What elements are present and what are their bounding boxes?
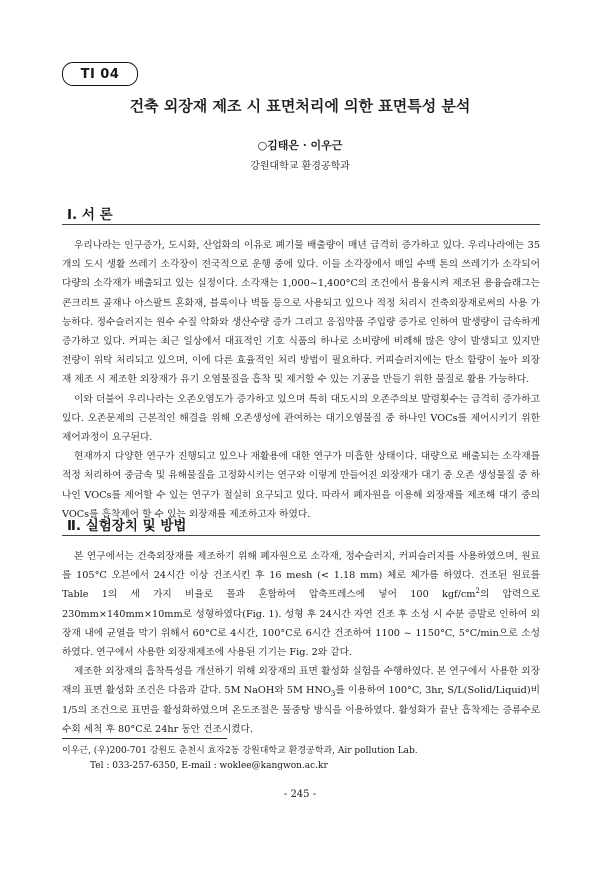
paragraph: 제조한 외장재의 흡착특성을 개선하기 위해 외장재의 표면 활성화 실험을 수행하였다. 본 연구에서 사용한 외장재의 표면 활성화 조건은 다음과 같다. 5M NaOH와 5M $HNO_3$를 이용하여 100°C, 3hr, S/L(Solid/Liquid)비 1/5의 조건으로 표면을 활성화하였으며 온도조절은 물중탕 방식을 이용하였다. 활성화가 끝난 흡착제는 증류수로 수회 세척 후 80°C로 24hr 동안 건조시켰다. bbox=[62, 666, 540, 735]
methods-body bbox=[62, 547, 540, 739]
affiliation: 강원대학교 환경공학과 bbox=[250, 161, 350, 172]
section-divider bbox=[62, 224, 540, 225]
footnote-contact: Tel : 033-257-6350, E-mail : woklee@kangwon.ac.kr bbox=[90, 761, 328, 771]
paragraph: 현재까지 다양한 연구가 진행되고 있으나 재활용에 대한 연구가 미흡한 상태이다. 대량으로 배출되는 소각재를 적정 처리하여 중금속 및 유해물질을 고정화시키는 연구와 이렇게 만들어진 외장재가 대기 중 오존 생성물질 중 하나인 VOCs를 제어할 수 있는 연구가 절실히 요구되고 있다. 따라서 폐자원을 이용해 외장재를 제조해 대기 중의 VOCs를 흡착제어 할 수 있는 외장재를 제조하고자 하였다. bbox=[62, 451, 540, 520]
footnote bbox=[62, 744, 540, 774]
paper-title: 건축 외장재 제조 시 표면처리에 의한 표면특성 분석 bbox=[129, 97, 471, 115]
footnote-divider bbox=[62, 738, 227, 739]
page-number: - 245 - bbox=[283, 789, 317, 800]
footnote-address: 이우근, (우)200-701 강원도 춘천시 효자2동 강원대학교 환경공학과, Air pollution Lab. bbox=[62, 746, 418, 756]
paper-code-badge: TI 04 bbox=[62, 62, 138, 86]
paragraph: 본 연구에서는 건축외장재를 제조하기 위해 폐자원으로 소각재, 정수슬러지, 커피슬러지를 사용하였으며, 원료를 105°C 오븐에서 24시간 이상 건조시킨 후 16 mesh (< 1.18 mm) 체로 체가름 하였다. 건조된 원료를 Table 1의 세 가지 비율로 몰과 혼합하여 압축프레스에 넣어 100 kgf/$cm^2$의 압력으로 230mm×140mm×10mm로 성형하였다(Fig. 1). 성형 후 24시간 자연 건조 후 소성 시 수분 증발로 인하여 외장재 내에 균열을 막기 위해서 60°C로 4시간, 100°C로 6시간 건조하여 1100 ~ 1150°C, 5°C/min으로 소성하였다. 연구에서 사용한 외장재제조에 사용된 기기는 Fig. 2와 같다. bbox=[62, 551, 540, 659]
section-divider bbox=[62, 535, 540, 536]
section-heading-introduction: Ⅰ. 서 론 bbox=[67, 207, 113, 223]
introduction-body bbox=[62, 236, 540, 524]
authors: ○김태은 · 이우근 bbox=[257, 139, 343, 152]
paragraph: 이와 더불어 우리나라는 오존오염도가 증가하고 있으며 특히 대도시의 오존주의보 발령횟수는 급격히 증가하고 있다. 오존문제의 근본적인 해결을 위해 오존생성에 관여하는 대기오염물질 중 하나인 VOCs를 제어시키기 위한 제어과정이 요구된다. bbox=[62, 393, 540, 444]
section-heading-methods: Ⅱ. 실험장치 및 방법 bbox=[67, 518, 187, 534]
paragraph: 우리나라는 인구증가, 도시화, 산업화의 이유로 폐기물 배출량이 매년 급격히 증가하고 있다. 우리나라에는 35개의 도시 생활 쓰레기 소각장이 전국적으로 운행 중에 있다. 이들 소각장에서 매일 수백 톤의 쓰레기가 소각되어 다량의 소각재가 배출되고 있는 실정이다. 소각재는 1,000~1,400°C의 조건에서 용융시켜 제조된 용융슬래그는 콘크리트 골재나 아스팔트 혼화재, 블록이나 벽돌 등으로 사용되고 있으나 적정 처리시 건축외장재로써의 사용 가능하다. 정수슬러지는 원수 수질 악화와 생산수량 증가 그리고 응집약품 주입량 증가로 인하여 발생량이 급속하게 증가하고 있다. 커피는 최근 일상에서 대표적인 기호 식품의 하나로 소비량에 비례해 많은 양이 발생되고 있지만 전량이 위탁 처리되고 있으며, 이에 다른 효율적인 처리 방법이 필요하다. 커피슬러지에는 탄소 함량이 높아 외장재 제조 시 제조한 외장재가 유기 오염물질을 흡착 및 제거할 수 있는 기공을 만들기 위한 물질로 활용 가능하다. bbox=[62, 240, 540, 386]
